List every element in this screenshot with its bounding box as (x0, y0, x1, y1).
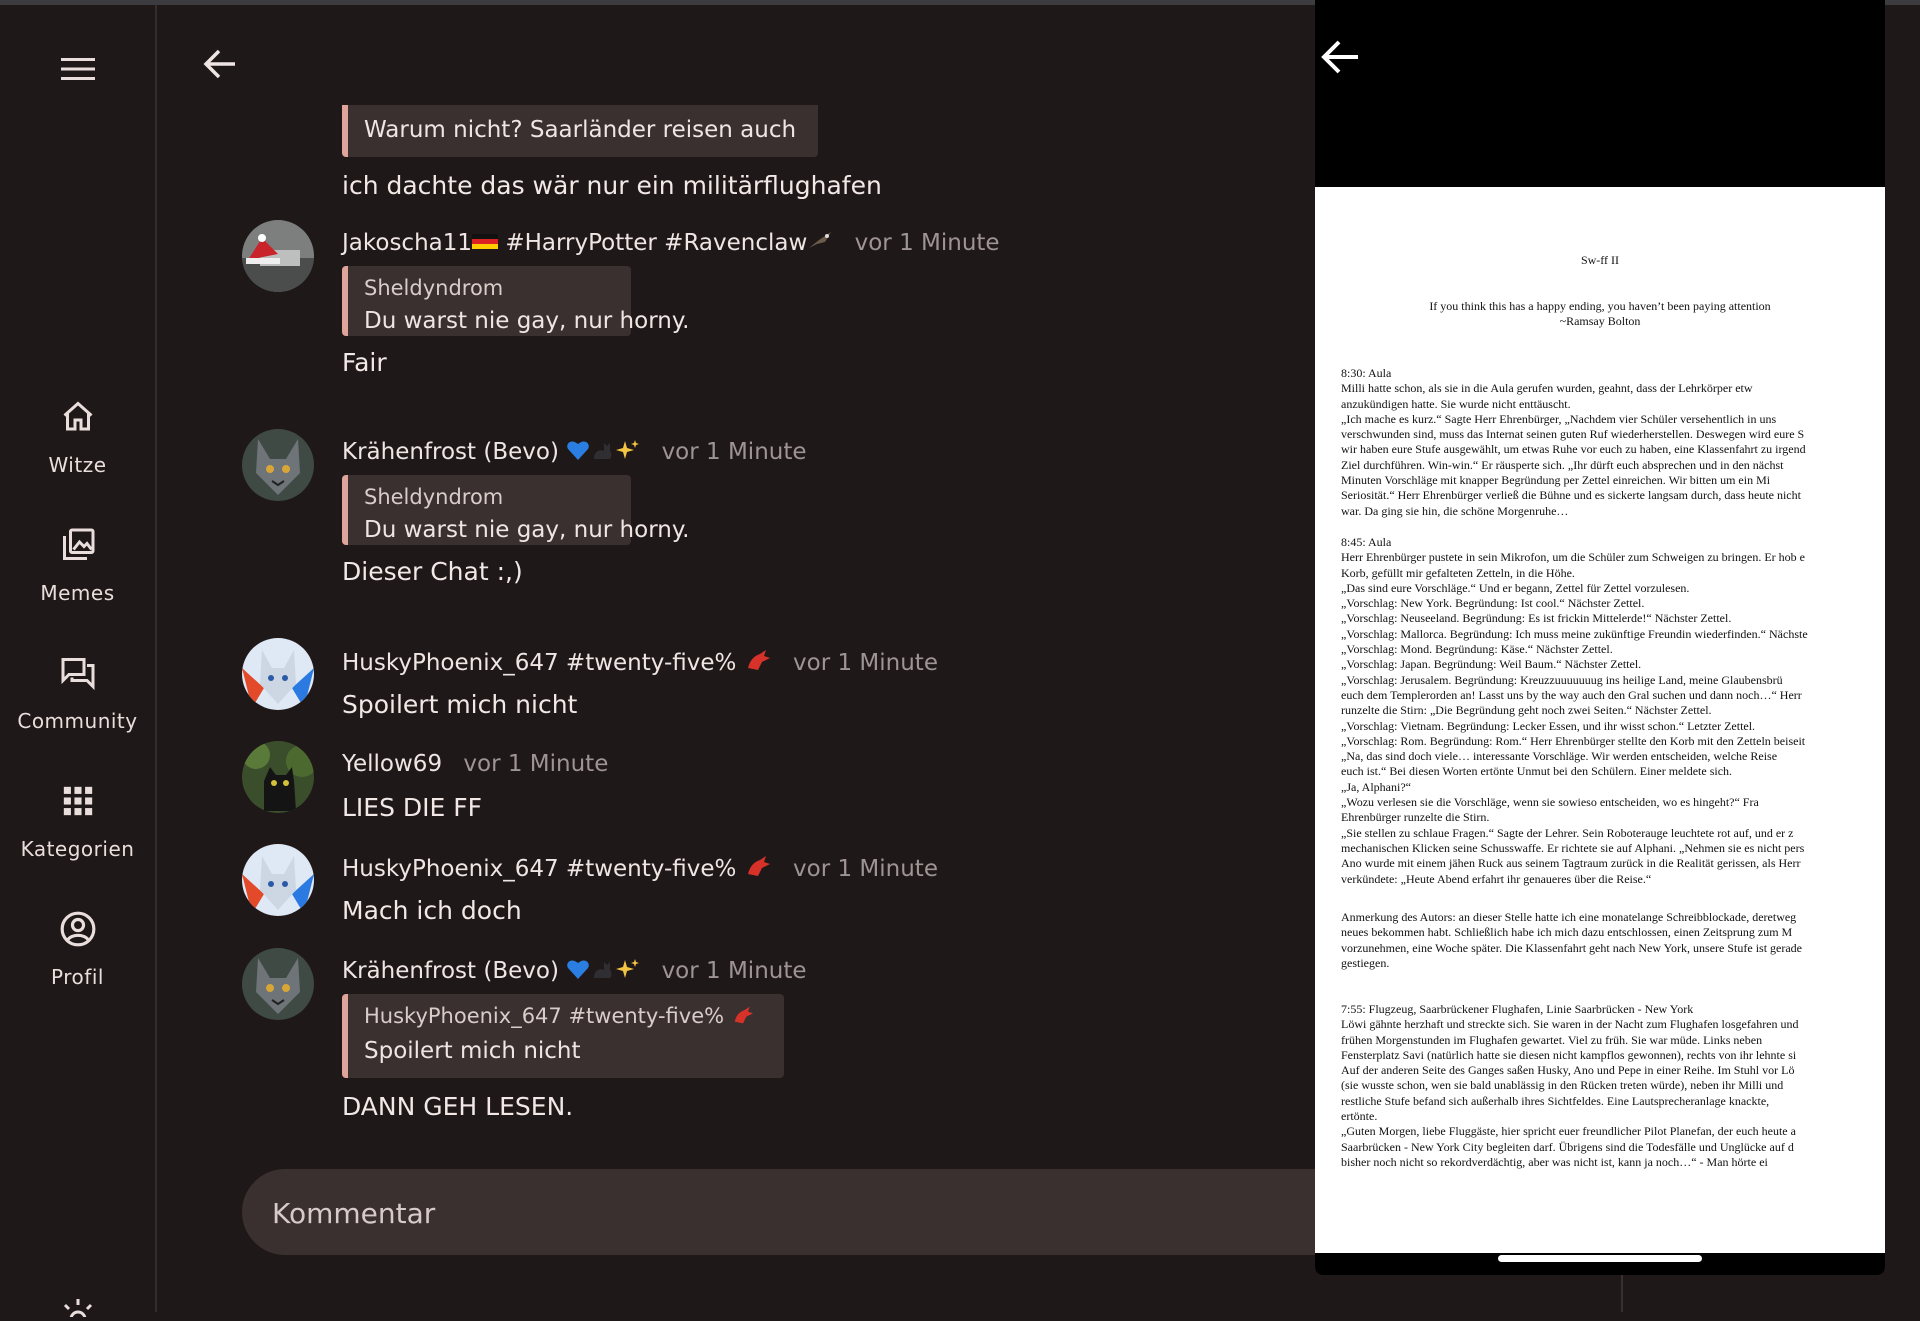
timestamp: vor 1 Minute (463, 751, 609, 777)
arrow-left-icon (1320, 39, 1360, 75)
document-line: „Vorschlag: Vietnam. Begründung: Lecker Essen, und ihr wisst schon.“ Letzter Zettel. (1341, 718, 1756, 733)
black-cat-icon (590, 439, 616, 467)
nav-item-label: Kategorien (20, 837, 135, 861)
document-line: „Vorschlag: Jerusalem. Begründung: Kreuzzuuuuuuug ins heilige Land, meine Glaubensbrü (1341, 672, 1783, 687)
document-line: „Vorschlag: Mond. Begründung: Käse.“ Nächster Zettel. (1341, 642, 1613, 657)
document-line: neues bekommen habt. Schließlich habe ich mich dazu entschlossen, einen Zeitsprung zum M (1341, 925, 1793, 940)
username[interactable]: Krähenfrost (Bevo) (342, 439, 559, 465)
comment-header (342, 439, 807, 467)
document-line: 7:55: Flugzeug, Saarbrückener Flughafen, Linie Saarbrücken - New York (1341, 1002, 1694, 1016)
home-icon (60, 395, 96, 439)
avatar[interactable] (242, 220, 314, 292)
epigraph-line: If you think this has a happy ending, you haven’t been paying attention (1429, 299, 1771, 313)
document-section (1341, 535, 1885, 887)
quote-username (364, 1004, 762, 1030)
avatar[interactable] (242, 948, 314, 1020)
document-line: Fensterplatz Savi (natürlich hatte sie diesen nicht kampflos gewonnen), rechts von ihr lehnte si (1341, 1047, 1797, 1062)
username[interactable]: Krähenfrost (Bevo) (342, 958, 559, 984)
comment-header (342, 854, 938, 884)
home-indicator[interactable] (1498, 1255, 1702, 1262)
document-line: gestiegen. (1341, 955, 1390, 970)
comment-text: ich dachte das wär nur ein militärflughafen (342, 171, 882, 200)
document-line: „Na, das sind doch viele… interessante Vorschläge. Wir werden entscheiden, welche Reise (1341, 749, 1778, 764)
document-line: frühen Morgenstunden im Flughafen gewartet. Viel zu früh. Sie war müde. Links neben (1341, 1032, 1763, 1047)
quote-text: Du warst nie gay, nur horny. (364, 308, 690, 334)
document-line: 8:30: Aula (1341, 366, 1392, 380)
document-line: ertönte. (1341, 1109, 1378, 1124)
document-line: Ehrenbürger runzelte die Stirn. (1341, 810, 1490, 825)
document-line: verschwunden sind, muss das Internat seinen guten Ruf wiederherstellen. Deswegen wird eure S (1341, 427, 1805, 442)
comment-header (342, 958, 807, 986)
username[interactable]: Yellow69 (342, 751, 443, 777)
nav-item-memes[interactable] (0, 523, 155, 605)
avatar[interactable] (242, 638, 314, 710)
nav-item-label: Memes (40, 581, 115, 605)
eagle-icon (807, 230, 833, 258)
nav-item-kategorien[interactable] (0, 779, 155, 861)
comment-text: LIES DIE FF (342, 793, 483, 822)
comment-text: Spoilert mich nicht (342, 690, 578, 719)
document-section (1341, 1002, 1885, 1170)
document-line: bisher noch nicht so rekordverdächtig, aber was nicht ist, kann ja noch…“ - Man hörte ei (1341, 1154, 1768, 1169)
comment-text: Fair (342, 348, 387, 377)
document-line: mechanischen Klicken seine Schusswaffe. Er richtete sie auf Alphani. „Nehmen sie es nicht pers (1341, 840, 1805, 855)
comment-header (342, 648, 938, 678)
sparkles-icon (616, 439, 640, 467)
comment-input[interactable] (270, 1169, 1334, 1257)
quote-text: Du warst nie gay, nur horny. (364, 517, 690, 543)
document-line: euch ist.“ Bei diesen Worten ertönte Unmut bei den Schülern. Einer meldete sich. (1341, 764, 1733, 779)
quoted-reply[interactable] (342, 266, 690, 336)
comment-feed (155, 105, 1315, 1165)
document-line: Ano wurde mit einem jähen Ruck aus seinem Tagtraum zurück in die Realität gerissen, als Herr (1341, 856, 1801, 871)
document-line: vorzunehmen, eine Woche später. Die Klassenfahrt geht nach New York, unsere Stufe ist gerade (1341, 940, 1803, 955)
menu-button[interactable] (56, 49, 100, 89)
timestamp: vor 1 Minute (661, 439, 807, 465)
document-line: „Sie stellen zu schlaue Fragen.“ Sagte der Lehrer. Sein Roboterauge leuchtete rot auf, und er z (1341, 825, 1794, 840)
document-line: Löwi gähnte herzhaft und streckte sich. Sie waren in der Nacht zum Flughafen losgefahren und (1341, 1017, 1799, 1032)
hamburger-menu-icon (61, 57, 95, 81)
comment-header (342, 751, 608, 777)
nav-item-profil[interactable] (0, 907, 155, 989)
nav-item-community[interactable] (0, 651, 155, 733)
image-gallery-icon (60, 523, 96, 567)
document-line: Herr Ehrenbürger pustete in sein Mikrofon, um die Schüler zum Schweigen zu bringen. Er hob e (1341, 550, 1805, 565)
avatar[interactable] (242, 844, 314, 916)
username[interactable]: HuskyPhoenix_647 #twenty-five% (342, 856, 737, 882)
theme-toggle-icon[interactable] (58, 1297, 98, 1321)
document-back-button[interactable] (1317, 34, 1363, 80)
document-line: verkündete: „Heute Abend erfahrt ihr genaueres über die Reise.“ (1341, 871, 1652, 886)
comment-text: DANN GEH LESEN. (342, 1092, 574, 1121)
user-tags: #HarryPotter #Ravenclaw (505, 230, 808, 256)
document-title: Sw-ff II (1580, 253, 1620, 267)
back-button[interactable] (198, 42, 242, 86)
document-line: Minuten Vorschläge mit knapper Begründung per Zettel einreichen. Wir bitten um ein Mi (1341, 473, 1771, 488)
navigation-rail (0, 5, 157, 1312)
document-line: restliche Stufe befand sich außerhalb ihres Sichtfeldes. Eine Lautsprecheranlage knackte, (1341, 1093, 1770, 1108)
avatar[interactable] (242, 429, 314, 501)
document-line: „Ja, Alphani?“ (1341, 779, 1411, 794)
timestamp: vor 1 Minute (854, 230, 1000, 256)
quote-text: Spoilert mich nicht (364, 1038, 581, 1064)
divider (1621, 1275, 1623, 1312)
blue-heart-icon (566, 439, 590, 467)
timestamp: vor 1 Minute (793, 650, 938, 676)
quote-username: Sheldyndrom (364, 485, 504, 509)
username[interactable]: Jakoscha11 (342, 230, 473, 256)
document-line: „Vorschlag: New York. Begründung: Ist cool.“ Nächster Zettel. (1341, 596, 1645, 611)
quote-username-text: HuskyPhoenix_647 #twenty-five% (364, 1004, 725, 1028)
comment-header (342, 230, 1000, 258)
black-cat-icon (590, 958, 616, 986)
nav-item-witze[interactable] (0, 395, 155, 477)
grid-icon (61, 779, 95, 823)
sparkles-icon (616, 958, 640, 986)
dragon-icon (744, 648, 772, 678)
nav-item-label: Witze (48, 453, 107, 477)
document-line: „Vorschlag: Neuseeland. Begründung: Es ist frickin Mittelerde!“ Nächster Zettel. (1341, 611, 1732, 626)
document-line: Anmerkung des Autors: an dieser Stelle hatte ich eine monatelange Schreibblockade, deretweg (1341, 910, 1797, 924)
quoted-reply[interactable] (342, 994, 784, 1078)
document-line: runzelte die Stirn: „Die Begründung geht noch zwei Seiten.“ Nächster Zettel. (1341, 703, 1712, 718)
quote-text: Warum nicht? Saarländer reisen auch (364, 117, 797, 143)
document-line: „Vorschlag: Japan. Begründung: Weil Baum.“ Nächster Zettel. (1341, 657, 1642, 672)
document-line: Korb, gefüllt mir gefalteten Zetteln, in die Höhe. (1341, 565, 1575, 580)
timestamp: vor 1 Minute (793, 856, 938, 882)
quote-username: Sheldyndrom (364, 276, 504, 300)
chat-icon (60, 651, 96, 695)
comment-box (242, 1169, 1362, 1255)
document-line: „Ich mache es kurz.“ Sagte Herr Ehrenbürger, „Nachdem vier Schüler versehentlich in uns (1341, 411, 1777, 426)
document-line: „Wozu verlesen sie die Vorschläge, wenn sie sowieso entscheiden, wo es hingeht?“ Fra (1341, 795, 1759, 810)
document-line: war. Da ging sie hin, die schöne Morgenruhe… (1341, 503, 1569, 518)
document-line: euch dem Templerorden an! Lasst uns by the way auch den Gral suchen und dann noch…“ Herr (1341, 687, 1802, 702)
document-line: „Vorschlag: Rom. Begründung: Rom.“ Herr Ehrenbürger stellte den Korb mit den Zetteln beiseit (1341, 733, 1806, 748)
user-circle-icon (59, 907, 97, 951)
document-line: Milli hatte schon, als sie in die Aula gerufen wurden, geahnt, dass der Lehrkörper etw (1341, 381, 1753, 396)
document-line: Ziel durchführen. Win-win.“ Er räusperte sich. „Ihr dürft euch absprechen und in den nächst (1341, 457, 1784, 472)
username[interactable]: HuskyPhoenix_647 #twenty-five% (342, 650, 737, 676)
document-line: „Guten Morgen, liebe Fluggäste, hier spricht euer freundlicher Pilot Planefan, der euch heute a (1341, 1124, 1796, 1139)
germany-flag-icon (472, 232, 498, 258)
document-section (1341, 910, 1885, 971)
document-line: Saarbrücken - New York City begleiten darf. Übrigens sind die Todesfälle und Unglücke auf d (1341, 1139, 1794, 1154)
nav-item-label: Community (17, 709, 138, 733)
arrow-left-icon (203, 49, 237, 79)
document-line: Auf der anderen Seite des Ganges saßen Husky, Ano und Pepe in einer Reihe. Im Stuhl vor Lö (1341, 1063, 1795, 1078)
document-line: wir haben eure Stufe ausgewählt, um etwas Ruhe vor euch zu haben, eine Klassenfahrt zu irgend (1341, 442, 1806, 457)
epigraph-line: ~Ramsay Bolton (1559, 314, 1641, 328)
document-section (1341, 366, 1885, 519)
document-line: „Das sind eure Vorschläge.“ Und er begann, Zettel für Zettel vorzulesen. (1341, 580, 1690, 595)
nav-item-label: Profil (51, 965, 104, 989)
comment-text: Mach ich doch (342, 896, 522, 925)
document-line: „Vorschlag: Mallorca. Begründung: Ich muss meine zukünftige Freundin wiederfinden.“ Nächste (1341, 626, 1808, 641)
document-page[interactable] (1315, 187, 1885, 1253)
document-epigraph (1315, 299, 1885, 329)
document-line: anzukündigen hatte. Sie wurde nicht enttäuscht. (1341, 396, 1571, 411)
quoted-reply[interactable] (342, 475, 690, 545)
blue-heart-icon (566, 958, 590, 986)
document-line: 8:45: Aula (1341, 535, 1392, 549)
timestamp: vor 1 Minute (661, 958, 807, 984)
comment-text: Dieser Chat :,) (342, 557, 523, 586)
document-line: Seriosität.“ Herr Ehrenbürger verließ die Bühne und es sickerte langsam durch, dass heute nicht (1341, 488, 1801, 503)
avatar[interactable] (242, 741, 314, 813)
dragon-icon (731, 1005, 755, 1030)
document-line: (sie wusste schon, wen sie bald unablässig in den Rücken treten würde), neben ihr Milli und (1341, 1078, 1784, 1093)
dragon-icon (744, 854, 772, 884)
quoted-reply[interactable] (342, 105, 818, 157)
